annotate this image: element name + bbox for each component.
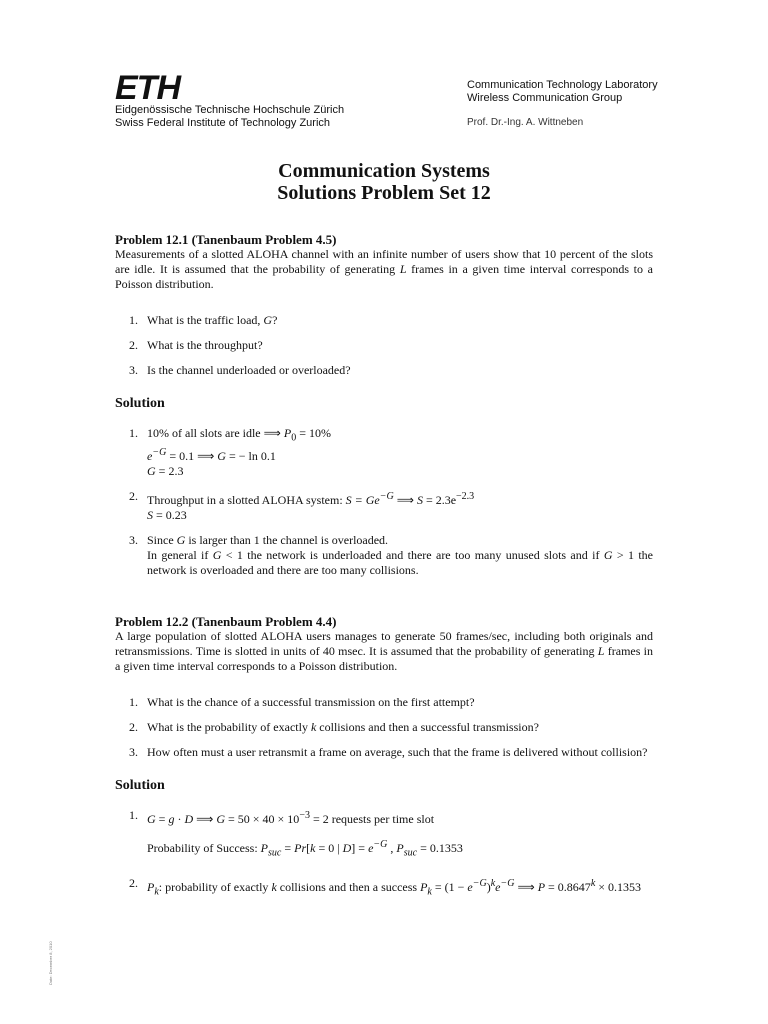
problem-12-1-questions: [115, 313, 653, 378]
solution-heading-12-2: Solution: [115, 778, 165, 793]
institution-name: [115, 104, 344, 130]
solution-1: 1. G = g · D ⟹ $G = 50 \times 40 \times 10^{-3} = 2$ requests per time slot Probability of Success: $P_{suc} = Pr[k = 0$ | $D] = e^{-G}$ , $P_{suc} = 0.1353$: [129, 808, 463, 859]
question-1: 1. What is the chance of a successful transmission on the first attempt?: [129, 695, 475, 709]
solution-2: 2. Throughput in a slotted ALOHA system: $S = Ge^{-G}$ ⟹ $S = 2.3e^{-2.3}$ S = 0.23: [129, 489, 475, 523]
institution-line-german: Eidgenössische Technische Hochschule Zürich: [115, 104, 345, 116]
problem-12-1-intro: Measurements of a slotted ALOHA channel with an infinite number of users show that 10 percent of the slots are idle. It is assumed that the probability of generating L frames in a given time interval corresponds to a Poisson distribution.: [115, 247, 653, 291]
solution-2: 2. $P_k$: probability of exactly k collisions and then a success $P_k = (1 - e^{-G})^ke^{-G}$ ⟹ $P = 0.8647^k \times 0.1353$: [129, 876, 642, 898]
solution-heading-12-1: Solution: [115, 396, 165, 411]
document-title: [0, 160, 768, 204]
problem-12-2-title: Problem 12.2 (Tanenbaum Problem 4.4): [115, 614, 337, 629]
problem-12-1-title: Problem 12.1 (Tanenbaum Problem 4.5): [115, 232, 337, 247]
question-3: 3. How often must a user retransmit a frame on average, such that the frame is delivered without collision?: [129, 745, 648, 759]
lab-line-1: Communication Technology Laboratory: [467, 79, 658, 91]
professor-name: Prof. Dr.-Ing. A. Wittneben: [467, 117, 584, 128]
problem-12-1-solutions: [115, 426, 653, 578]
solution-3: 3. Since G is larger than 1 the channel is overloaded. In general if G < 1 the network is underloaded and there are too many unused slots and if G > 1 the network is overloaded and there are too many collisions.: [129, 533, 653, 578]
title-line-1: Communication Systems: [278, 160, 490, 182]
problem-12-2-intro: A large population of slotted ALOHA users manages to generate 50 frames/sec, including both originals and retransmissions. Time is slotted in units of 40 msec. It is assumed that the probability of generating L frames in a given time interval corresponds to a Poisson distribution.: [115, 629, 653, 673]
question-3: 3. Is the channel underloaded or overloaded?: [129, 363, 351, 377]
problem-12-2-solutions: [115, 808, 653, 900]
date-note: Date: December 8, 2010: [48, 941, 53, 985]
eth-logo: ETH: [115, 69, 180, 107]
lab-name: [467, 79, 658, 105]
institution-line-english: Swiss Federal Institute of Technology Zurich: [115, 117, 331, 129]
problem-12-2-section: [115, 614, 653, 900]
question-2: 2. What is the throughput?: [129, 338, 263, 352]
title-line-2: Solutions Problem Set 12: [277, 182, 491, 204]
solution-1: 1. 10% of all slots are idle ⟹ $P_0 = 10\%$ $e^{-G} = 0.1$ ⟹ G = − ln 0.1 G = 2.3: [129, 426, 331, 479]
problem-12-1-section: [115, 232, 653, 578]
lab-line-2: Wireless Communication Group: [467, 92, 623, 104]
problem-12-2-questions: [115, 695, 653, 760]
question-1: 1. What is the traffic load, G?: [129, 313, 278, 327]
question-2: 2. What is the probability of exactly k collisions and then a successful transmission?: [129, 720, 539, 734]
